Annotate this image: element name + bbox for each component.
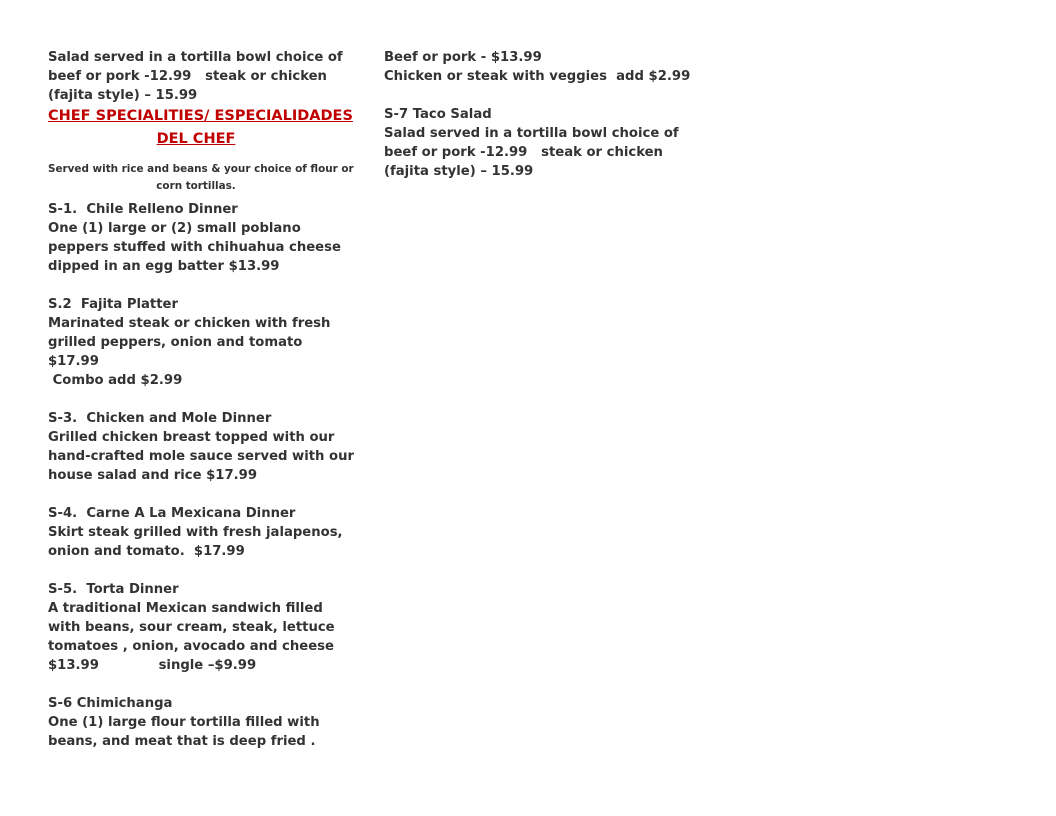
item-line: $13.99 single –$9.99: [48, 658, 257, 673]
item-line: Grilled chicken breast topped with our: [48, 430, 335, 445]
text-line: Beef or pork - $13.99: [384, 50, 542, 65]
item-title: S-7 Taco Salad: [384, 107, 492, 122]
item-title: S-1. Chile Relleno Dinner: [48, 202, 238, 217]
item-line: tomatoes , onion, avocado and cheese: [48, 639, 334, 654]
menu-item-s7: [384, 105, 684, 181]
left-column: [48, 48, 354, 751]
right-column: [384, 48, 691, 181]
item-line: beef or pork -12.99 steak or chicken: [384, 145, 663, 160]
note-line: Served with rice and beans & your choice of flour or: [48, 163, 354, 175]
item-line: house salad and rice $17.99: [48, 468, 258, 483]
text-line: beef or pork -12.99 steak or chicken: [48, 69, 327, 84]
item-title: S-3. Chicken and Mole Dinner: [48, 411, 272, 426]
menu-item-s4: [48, 504, 344, 561]
item-line: onion and tomato. $17.99: [48, 544, 245, 559]
note-line: corn tortillas.: [156, 179, 236, 192]
item-line: Salad served in a tortilla bowl choice of: [384, 126, 679, 141]
item-line: peppers stuffed with chihuahua cheese: [48, 240, 341, 255]
item-line: Skirt steak grilled with fresh jalapenos,: [48, 525, 343, 540]
item-line: A traditional Mexican sandwich filled: [48, 601, 323, 616]
item-line: $17.99: [48, 354, 99, 369]
item-line: with beans, sour cream, steak, lettuce: [48, 620, 335, 635]
text-line: (fajita style) – 15.99: [48, 88, 198, 103]
menu-item-s2: [48, 295, 344, 390]
item-line: hand-crafted mole sauce served with our: [48, 449, 354, 464]
heading-line: DEL CHEF: [156, 131, 236, 147]
menu-item-s1: [48, 200, 344, 276]
item-line: grilled peppers, onion and tomato: [48, 335, 303, 350]
item-line: beans, and meat that is deep fried .: [48, 734, 316, 749]
served-with-note: [48, 161, 354, 194]
item-line: One (1) large or (2) small poblano: [48, 221, 301, 236]
menu-item-s3: [48, 409, 354, 485]
item-line: One (1) large flour tortilla filled with: [48, 715, 320, 730]
item-line: (fajita style) – 15.99: [384, 164, 534, 179]
taco-salad-continued: [48, 48, 344, 105]
chef-specialities-heading: [48, 105, 353, 151]
item-line: Combo add $2.99: [48, 373, 183, 388]
item-title: S.2 Fajita Platter: [48, 297, 178, 312]
item-title: S-6 Chimichanga: [48, 696, 173, 711]
text-line: Chicken or steak with veggies add $2.99: [384, 69, 691, 84]
fajita-continued: [384, 48, 691, 86]
item-title: S-5. Torta Dinner: [48, 582, 179, 597]
item-line: dipped in an egg batter $13.99: [48, 259, 280, 274]
menu-item-s5: [48, 580, 344, 675]
heading-line: CHEF SPECIALITIES/ ESPECIALIDADES: [48, 108, 353, 124]
menu-item-s6: [48, 694, 344, 751]
item-title: S-4. Carne A La Mexicana Dinner: [48, 506, 296, 521]
item-line: Marinated steak or chicken with fresh: [48, 316, 331, 331]
text-line: Salad served in a tortilla bowl choice of: [48, 50, 343, 65]
